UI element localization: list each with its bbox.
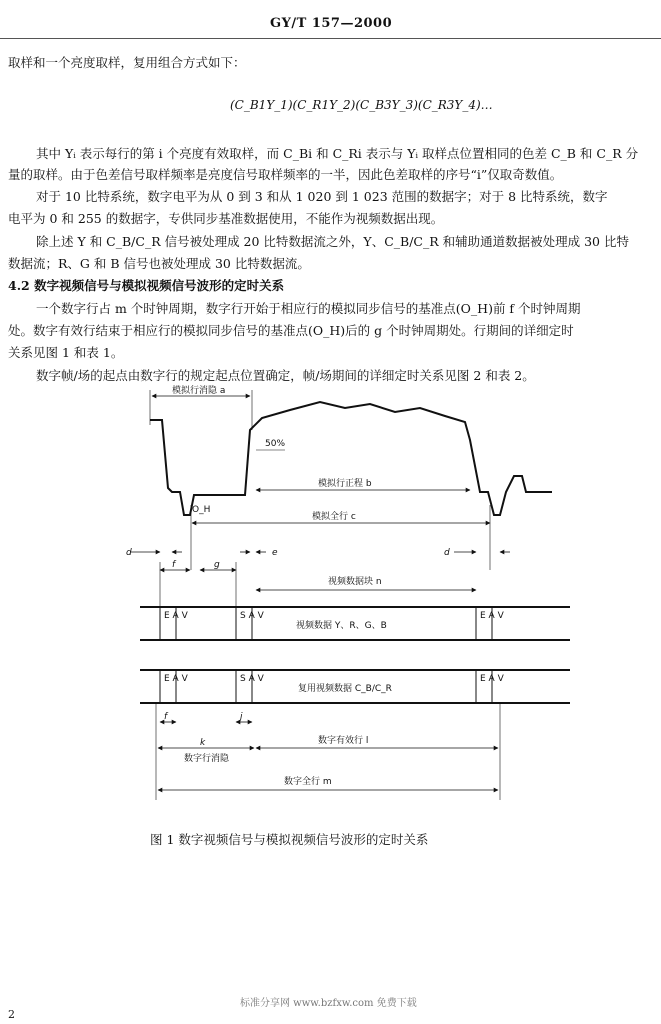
analog-full-label: 模拟全行 c bbox=[312, 512, 356, 522]
paragraph-2a: 其中 Yᵢ 表示每行的第 i 个亮度有效取样，而 C_Bi 和 C_Ri 表示与 Yᵢ 取样点位置相同的色差 C_B 和 C_R 分 bbox=[36, 146, 639, 161]
analog-waveform bbox=[150, 402, 552, 515]
sav-marker-2: S A V bbox=[240, 674, 264, 684]
paragraph-6: 数字帧/场的起点由数字行的规定起点位置确定，帧/场期间的详细定时关系见图 2 和表 2。 bbox=[36, 368, 535, 383]
k-label: k bbox=[200, 738, 206, 748]
standard-number: GY/T 157—2000 bbox=[270, 16, 393, 31]
analog-active-label: 模拟行正程 b bbox=[318, 479, 372, 489]
paragraph-1: 取样和一个亮度取样，复用组合方式如下： bbox=[8, 55, 246, 70]
digital-block-label: 视频数据块 n bbox=[328, 577, 382, 587]
page-header bbox=[0, 0, 661, 38]
oh-label: O_H bbox=[192, 505, 211, 515]
f2-label: f bbox=[164, 712, 168, 722]
analog-blanking-label: 模拟行消隐 a bbox=[172, 386, 226, 396]
figure-caption: 图 1 数字视频信号与模拟视频信号波形的定时关系 bbox=[150, 832, 429, 847]
paragraph-5a: 一个数字行占 m 个时钟周期，数字行开始于相应行的模拟同步信号的基准点(O_H)前 f 个时钟周期 bbox=[36, 301, 581, 316]
d-right-label: d bbox=[444, 548, 450, 558]
sav-marker-1: S A V bbox=[240, 611, 264, 621]
eav-marker-4: E A V bbox=[480, 674, 504, 684]
paragraph-2b: 量的取样。由于色差信号取样频率是亮度信号取样频率的一半，因此色差取样的序号“i”仅取奇数值。 bbox=[8, 167, 563, 182]
digital-blanking-label: 数字行消隐 bbox=[184, 754, 230, 764]
section-heading-4-2: 4.2 数字视频信号与模拟视频信号波形的定时关系 bbox=[8, 278, 285, 293]
eav-marker-1: E A V bbox=[164, 611, 188, 621]
paragraph-5c: 关系见图 1 和表 1。 bbox=[8, 345, 124, 360]
header-rule bbox=[0, 38, 661, 39]
sampling-formula: (C_B1Y_1)(C_R1Y_2)(C_B3Y_3)(C_R3Y_4)… bbox=[230, 98, 493, 112]
video-data-label: 视频数据 Y、R、G、B bbox=[296, 621, 387, 631]
mux-data-label: 复用视频数据 C_B/C_R bbox=[298, 684, 392, 694]
paragraph-4b: 数据流；R、G 和 B 信号也被处理成 30 比特数据流。 bbox=[8, 256, 310, 271]
page-number: 2 bbox=[8, 1008, 15, 1021]
eav-marker-2: E A V bbox=[480, 611, 504, 621]
digital-active-label: 数字有效行 l bbox=[318, 736, 369, 746]
paragraph-5b: 处。数字有效行结束于相应行的模拟同步信号的基准点(O_H)后的 g 个时钟周期处。行期间的详细定时 bbox=[8, 323, 574, 338]
d-left-label: d bbox=[126, 548, 132, 558]
paragraph-3b: 电平为 0 和 255 的数据字，专供同步基准数据使用，不能作为视频数据出现。 bbox=[8, 211, 444, 226]
paragraph-3a: 对于 10 比特系统，数字电平为从 0 到 3 和从 1 020 到 1 023 范围的数据字；对于 8 比特系统，数字 bbox=[36, 189, 608, 204]
g-label: g bbox=[214, 560, 220, 570]
fifty-percent-label: 50% bbox=[265, 439, 286, 449]
j-label: j bbox=[240, 712, 243, 722]
f-label: f bbox=[172, 560, 176, 570]
paragraph-4a: 除上述 Y 和 C_B/C_R 信号被处理成 20 比特数据流之外，Y、C_B/C_R 和辅助通道数据被处理成 30 比特 bbox=[36, 234, 629, 249]
digital-full-label: 数字全行 m bbox=[284, 777, 332, 787]
e-label: e bbox=[272, 548, 278, 558]
eav-marker-3: E A V bbox=[164, 674, 188, 684]
footer-watermark: 标准分享网 www.bzfxw.com 免费下载 bbox=[240, 998, 417, 1009]
timing-diagram bbox=[0, 380, 661, 810]
